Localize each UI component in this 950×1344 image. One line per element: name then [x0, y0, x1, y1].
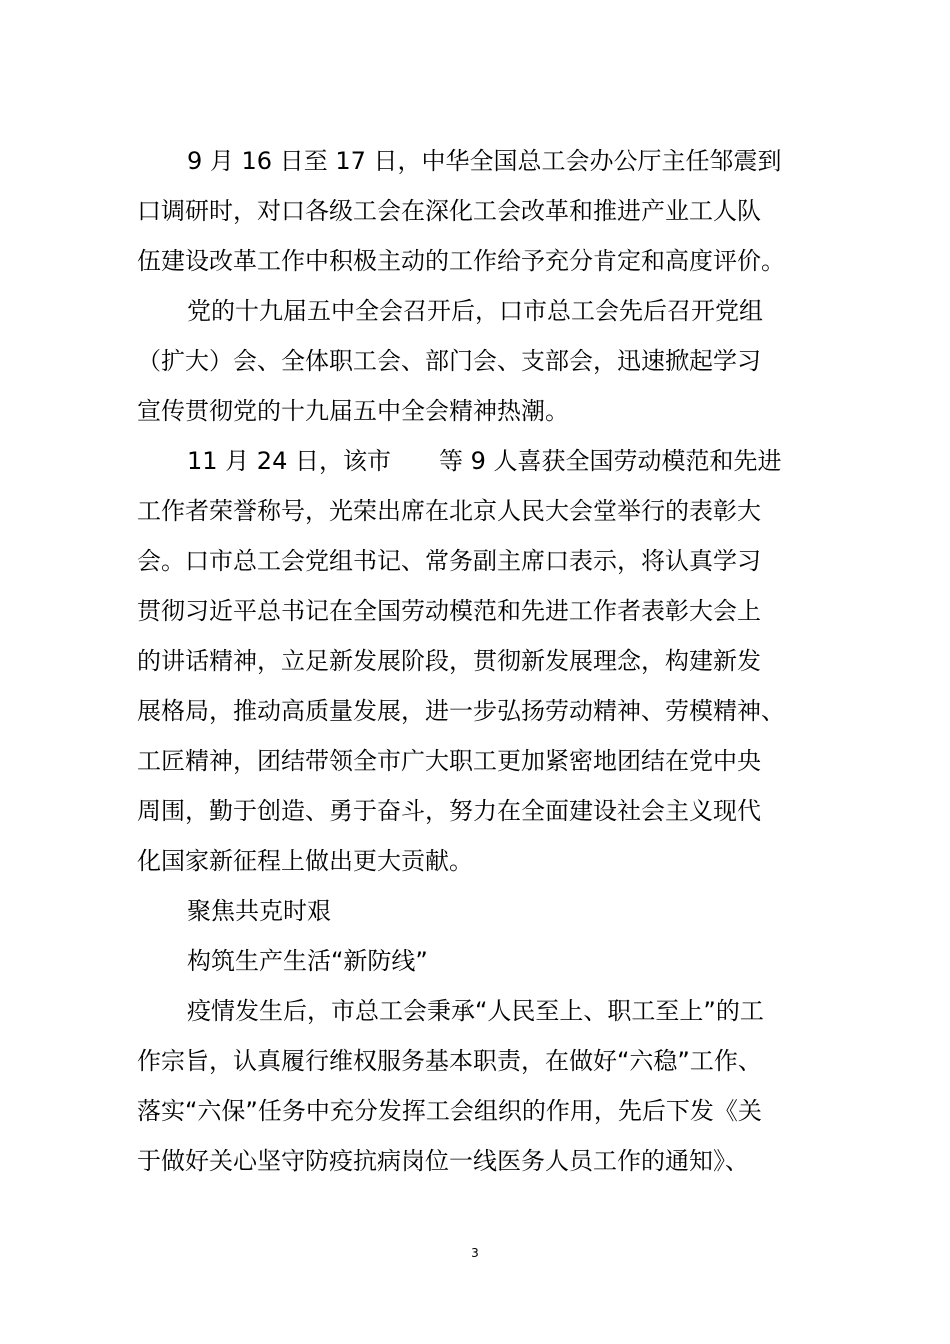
text-line: 工匠精神，团结带领全市广大职工更加紧密地团结在党中央: [137, 747, 761, 775]
text-line: 工作者荣誉称号，光荣出席在北京人民大会堂举行的表彰大: [137, 497, 761, 525]
text-line: 的讲话精神，立足新发展阶段，贯彻新发展理念，构建新发: [137, 647, 761, 675]
text-line: 构筑生产生活“新防线”: [187, 947, 428, 975]
text-line: 周围，勤于创造、勇于奋斗，努力在全面建设社会主义现代: [137, 797, 761, 825]
text-line: 11 月 24 日，该市 等 9 人喜获全国劳动模范和先进: [187, 447, 782, 475]
text-line: 党的十九届五中全会召开后，口市总工会先后召开党组: [187, 297, 763, 325]
text-line: 聚焦共克时艰: [187, 897, 331, 925]
text-line: 会。口市总工会党组书记、常务副主席口表示，将认真学习: [137, 547, 761, 575]
text-line: 作宗旨，认真履行维权服务基本职责，在做好“六稳”工作、: [137, 1047, 762, 1075]
text-line: 展格局，推动高质量发展，进一步弘扬劳动精神、劳模精神、: [137, 697, 785, 725]
text-line: 落实“六保”任务中充分发挥工会组织的作用，先后下发《关: [137, 1097, 762, 1125]
text-line: 于做好关心坚守防疫抗病岗位一线医务人员工作的通知》、: [137, 1147, 749, 1175]
text-line: 口调研时，对口各级工会在深化工会改革和推进产业工人队: [137, 197, 761, 225]
text-line: 伍建设改革工作中积极主动的工作给予充分肯定和高度评价。: [137, 247, 785, 275]
text-line: （扩大）会、全体职工会、部门会、支部会，迅速掀起学习: [137, 347, 761, 375]
page-number: 3: [471, 1246, 479, 1260]
text-line: 贯彻习近平总书记在全国劳动模范和先进工作者表彰大会上: [137, 597, 761, 625]
text-line: 宣传贯彻党的十九届五中全会精神热潮。: [137, 397, 569, 425]
document-body: [137, 136, 817, 1186]
text-line: 9 月 16 日至 17 日，中华全国总工会办公厅主任邹震到: [187, 147, 782, 175]
text-line: 疫情发生后，市总工会秉承“人民至上、职工至上”的工: [187, 997, 764, 1025]
text-line: 化国家新征程上做出更大贡献。: [137, 847, 473, 875]
